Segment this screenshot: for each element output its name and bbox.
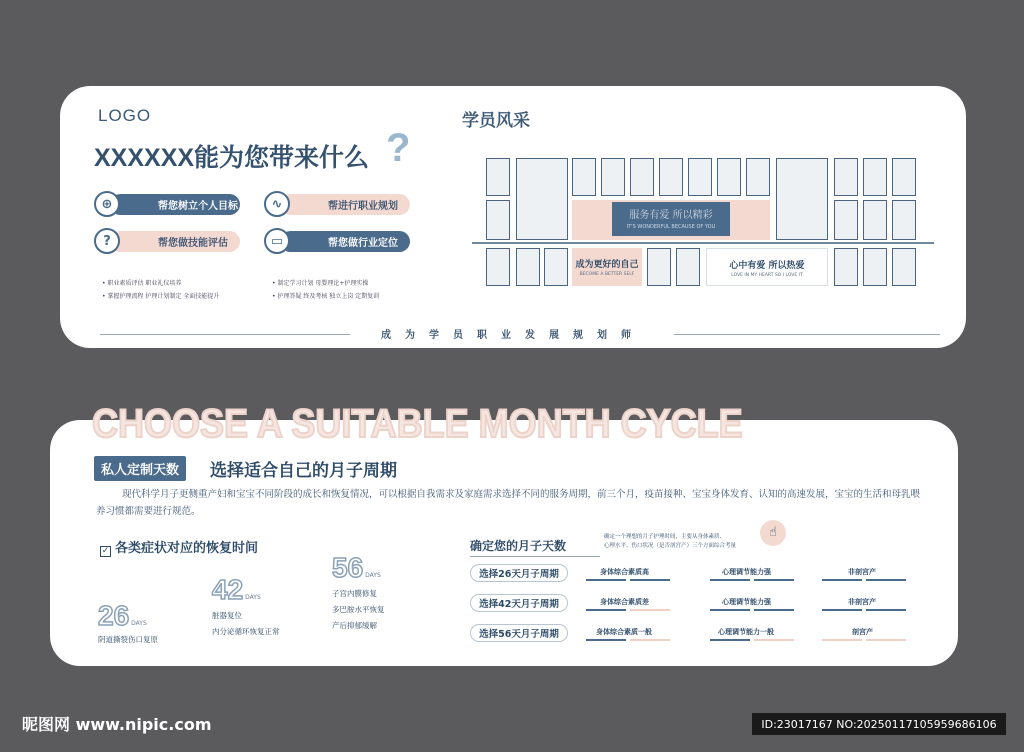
note-left-2: • 掌握护理流程 护理计划制定 全面技能提升 — [102, 293, 220, 300]
note-right-1: • 制定学习计划 母婴理论+护理实操 — [272, 280, 369, 287]
sign2-main: 心中有爱 所以热爱 — [729, 261, 805, 271]
note-left-1: • 职业素质评估 职业礼仪培养 — [102, 280, 182, 287]
bar — [754, 609, 794, 611]
bottom-panel — [50, 420, 958, 666]
banner-main: 服务有爱 所以精彩 — [629, 210, 713, 221]
sign2-sub: LOVE IN MY HEART SO I LOVE IT — [731, 273, 803, 278]
checkbox-icon: ✓ — [101, 546, 110, 556]
logo: LOGO — [98, 106, 152, 125]
photo-frame — [486, 248, 510, 286]
question-icon: ? — [94, 228, 120, 254]
bar — [754, 579, 794, 581]
row-body: 身体综合素质高 — [600, 568, 649, 576]
pill-label: 帮您做技能评估 — [158, 238, 228, 249]
photo-frame — [572, 158, 596, 196]
photo-frame — [659, 158, 683, 196]
bar — [630, 639, 670, 641]
photo-frame — [688, 158, 712, 196]
row-mind: 心理调节能力一般 — [718, 628, 774, 636]
row-body: 身体综合素质差 — [600, 598, 649, 606]
id-label: ID:23017167 NO:20250117105959686106 — [752, 713, 1006, 735]
photo-frame — [863, 158, 887, 196]
recovery-line: 子宫内膜修复 — [332, 589, 377, 598]
bar — [866, 639, 906, 641]
photo-frame — [516, 248, 540, 286]
photo-frame — [516, 158, 568, 240]
recovery-title: 各类症状对应的恢复时间 — [115, 541, 259, 556]
section-subtitle: 选择适合自己的月子周期 — [210, 461, 397, 481]
days-label: DAYS — [131, 620, 147, 627]
footer-slogan: 成为学员职业发展规划师 — [381, 330, 645, 341]
sign-better-self — [572, 248, 642, 286]
choose-42-button[interactable]: 选择42天月子周期 — [470, 594, 568, 612]
wall-title: 学员风采 — [462, 111, 530, 131]
bar — [710, 609, 750, 611]
choose-underline — [470, 556, 600, 557]
pill-goal — [110, 194, 240, 215]
photo-frame — [630, 158, 654, 196]
days-label: DAYS — [245, 594, 261, 601]
sign1-sub: BECOME A BETTER SELF — [579, 272, 635, 277]
photo-frame — [647, 248, 671, 286]
photo-frame — [486, 158, 510, 196]
target-icon: ⊕ — [94, 191, 120, 217]
pill-label: 帮您做行业定位 — [328, 238, 398, 249]
bar — [822, 609, 862, 611]
photo-frame — [834, 158, 858, 196]
row-mind: 心理调节能力强 — [722, 598, 771, 606]
days-number: 42 — [212, 574, 244, 605]
choose-56-button[interactable]: 选择56天月子周期 — [470, 624, 568, 642]
row-type: 剖宫产 — [852, 628, 873, 636]
bar — [710, 639, 750, 641]
top-panel — [60, 86, 966, 348]
photo-frame — [544, 248, 568, 286]
bar — [630, 609, 670, 611]
photo-frame — [776, 158, 828, 240]
briefcase-icon: ▭ — [264, 228, 290, 254]
bar — [754, 639, 794, 641]
choose-desc-line: 确定一个理想的月子护理时间，主要从身体素质、 — [604, 534, 726, 540]
recovery-26 — [98, 600, 158, 645]
trend-icon: ∿ — [264, 191, 290, 217]
row-type: 非剖宫产 — [848, 598, 876, 606]
photo-frame — [601, 158, 625, 196]
bar — [586, 579, 626, 581]
big-title: CHOOSE A SUITABLE MONTH CYCLE — [92, 402, 743, 446]
pill-industry — [280, 231, 410, 252]
watermark: 昵图网 www.nipic.com — [22, 715, 212, 734]
thumbs-up-icon: ☝ — [760, 520, 786, 546]
choose-desc — [604, 533, 736, 551]
photo-frame — [892, 158, 916, 196]
recovery-heading — [100, 537, 258, 557]
choose-26-button[interactable]: 选择26天月子周期 — [470, 564, 568, 582]
recovery-line: 多巴胺水平恢复 — [332, 605, 385, 614]
banner-sub: IT'S WONDERFUL BECAUSE OF YOU — [626, 224, 716, 230]
photo-frame — [486, 200, 510, 240]
days-label: DAYS — [365, 572, 381, 579]
pill-skill — [110, 231, 240, 252]
choose-title: 确定您的月子天数 — [470, 539, 567, 553]
recovery-line: 产后抑郁缓解 — [332, 621, 377, 630]
custom-days-tag: 私人定制天数 — [94, 456, 186, 481]
intro-paragraph: 现代科学月子更侧重产妇和宝宝不同阶段的成长和恢复情况，可以根据自我需求及家庭需求选择不同的服务周期，前三个月，疫苗接种、宝宝身体发育、认知的高速发展，宝宝的生活和母乳喂养习惯都需要进行规范。 — [96, 489, 921, 517]
bar — [586, 639, 626, 641]
days-number: 56 — [332, 552, 364, 583]
recovery-56 — [332, 552, 385, 631]
sign-love — [706, 248, 828, 286]
photo-frame — [863, 248, 887, 286]
recovery-line: 内分泌循环恢复正常 — [212, 627, 280, 636]
bar — [710, 579, 750, 581]
photo-frame — [717, 158, 741, 196]
photo-frame — [892, 248, 916, 286]
shelf-line — [472, 242, 934, 244]
row-mind: 心理调节能力强 — [722, 568, 771, 576]
bar — [866, 579, 906, 581]
photo-frame — [676, 248, 700, 286]
days-number: 26 — [98, 600, 130, 631]
headline: XXXXXX能为您带来什么 — [94, 144, 370, 172]
photo-frame — [863, 200, 887, 240]
row-body: 身体综合素质一般 — [596, 628, 652, 636]
bar — [630, 579, 670, 581]
sign1-main: 成为更好的自己 — [575, 260, 639, 270]
row-type: 非剖宫产 — [848, 568, 876, 576]
photo-frame — [746, 158, 770, 196]
photo-frame — [892, 200, 916, 240]
bar — [866, 609, 906, 611]
pill-label: 帮进行职业规划 — [328, 201, 398, 212]
bar — [822, 639, 862, 641]
note-right-2: • 护理答疑 终及考核 独立上岗 定期复训 — [272, 293, 380, 300]
pill-career — [280, 194, 410, 215]
recovery-42 — [212, 574, 280, 637]
recovery-line: 阴道撕裂伤口复原 — [98, 635, 158, 644]
photo-frame — [834, 248, 858, 286]
choose-desc-line: 心理水平、伤口状况（是否剖宫产）三个方面综合考量 — [604, 543, 737, 549]
question-mark-icon: ? — [386, 126, 411, 170]
banner — [612, 202, 730, 236]
photo-frame — [834, 200, 858, 240]
photo-wall — [472, 156, 934, 292]
pill-label: 帮您树立个人目标 — [158, 201, 238, 212]
bar — [586, 609, 626, 611]
bar — [822, 579, 862, 581]
recovery-line: 脏器复位 — [212, 611, 242, 620]
